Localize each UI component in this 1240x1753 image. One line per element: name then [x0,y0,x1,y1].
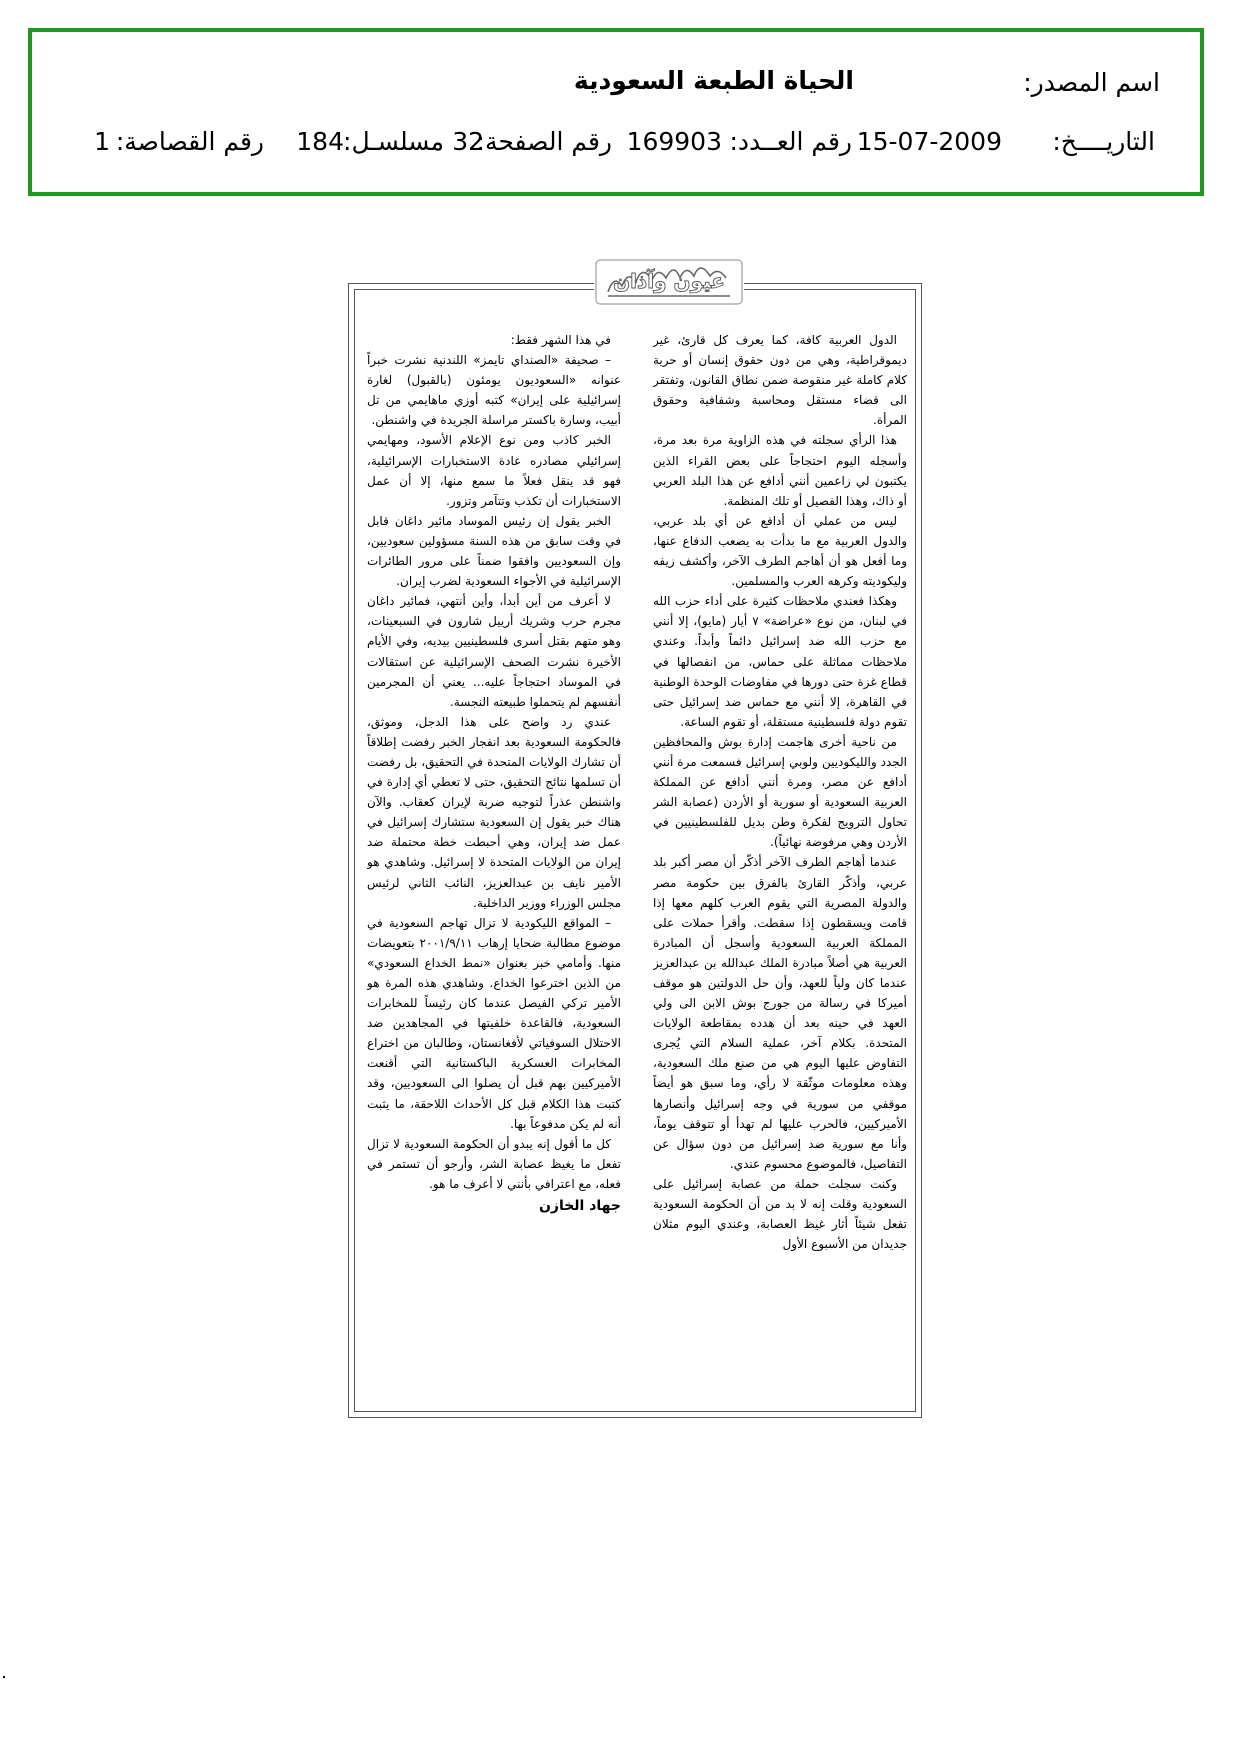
clipping-metadata-box [28,28,1204,196]
paragraph: عندي رد واضح على هذا الدجل، وموثق، فالحكومة السعودية بعد انفجار الخبر رفضت إطلاقاً أن تشارك الولايات المتحدة في التحقيق، بل رفضت أن تسلمها نتائج التحقيق، حتى لا تعطي أي إدارة في واشنطن عذراً لتوجيه ضربة لإيران كعقاب. والآن هناك خبر يقول إن السعودية ستشارك إسرائيل في عمل ضد إيران، وهي أحبطت خطة محتملة ضد إيران من الولايات المتحدة لا إسرائيل. وشاهدي هو الأمير نايف بن عبدالعزيز، النائب الثاني لرئيس مجلس الوزراء ووزير الداخلية. [367,714,621,910]
serial-value: 184 [296,127,344,156]
page-label: رقم الصفحة: [476,127,612,156]
issue-label: رقم العــدد: [729,127,852,156]
scan-speck [3,1676,5,1678]
paragraph: – المواقع الليكودية لا تزال تهاجم السعودية في موضوع مطالبة ضحايا إرهاب ٢٠٠١/٩/١١ بتعويضات منها. وأمامي خبر بعنوان «نمط الخداع السعودي» من الذين اخترعوا الخداع. وشاهدي هذه المرة هو الأمير تركي الفيصل عندما كان رئيساً للمخابرات السعودية، فالقاعدة خلفيتها في المجاهدين ضد الاحتلال السوفياتي لأفغانستان، وطالبان من اختراع المخابرات العسكرية الباكستانية التي أقنعت الأميركيين بهم قبل أن يصلوا الى السعوديين، وقد كتبت هذا الكلام قبل كل الأحداث اللاحقة، ما يثبت أنه لم يكن مدفوعاً بها. [367,915,621,1131]
paragraph: لا أعرف من أين أبدأ، وأين أنتهي، فمائير داغان مجرم حرب وشريك أرييل شارون في السبعينات، وهو متهم بقتل أسرى فلسطينيين بيديه، وفي الأيام الأخيرة نشرت الصحف الإسرائيلية عن استقالات في الموساد احتجاجاً عليه... يعني أن المجرمين أنفسهم لم يتحملوا طبيعته النجسة. [367,594,621,709]
paragraph: كل ما أقول إنه يبدو أن الحكومة السعودية لا تزال تفعل ما يغيظ عصابة الشر، وأرجو أن تستمر في فعله، مع اعترافي بأنني لا أعرف ما هو. [367,1136,621,1191]
clip-value: 1 [94,127,110,156]
column-masthead-logo [594,256,744,308]
paragraph: من ناحية أخرى هاجمت إدارة بوش والمحافظين الجدد والليكوديين ولوبي إسرائيل فسمعت مرة أنني أدافع عن مصر، ومرة أنني أدافع عن المملكة العربية السعودية أو سورية أو الأردن (عصابة الشر تحاول الترويج لفكرة وطن بديل للفلسطينيين في الأردن وهي مرفوضة نهائياً). [653,734,907,850]
source-label: اسم المصدر: [1023,68,1160,97]
paragraph: في هذا الشهر فقط: [510,333,611,347]
masthead-logo-icon [594,256,744,308]
paragraph: الخبر كاذب ومن نوع الإعلام الأسود، ومهايمي إسرائيلي مصادره عادة الاستخبارات الإسرائيلية، فهو قد ينقل فعلاً ما سمع منها، إلا أن عمل الاستخبارات أن تكذب وتتآمر وتزور. [367,433,621,508]
paragraph: وكنت سجلت حملة من عصابة إسرائيل على السعودية وقلت إنه لا بد من أن الحكومة السعودية تفعل شيئاً أثار غيظ العصابة، وعندي اليوم مثلان جديدان من الأسبوع الأول [653,1176,907,1252]
article-column-left [367,330,621,1405]
paragraph: هذا الرأي سجلته في هذه الزاوية مرة بعد مرة، وأسجله اليوم احتجاجاً على بعض القراء الذين يكتبون لي زاعمين أنني أدافع عن هذا البلد العربي أو ذاك، وهذا الفصيل أو تلك المنظمة. [653,433,907,508]
paragraph: الدول العربية كافة، كما يعرف كل قارئ، غير ديموقراطية، وهي من دون حقوق إنسان أو حرية كلام كاملة غير منقوصة ضمن نطاق القانون، وتفتقر الى قضاء مستقل ومحاسبة وشفافية وحقوق المرأة. [653,333,907,428]
page-value: 32 [452,127,484,156]
clip-label: رقم القصاصة: [115,127,264,156]
serial-label: مسلسـل: [343,127,444,156]
date-value: 15-07-2009 [856,127,1002,156]
paragraph: ليس من عملي أن أدافع عن أي بلد عربي، والدول العربية مع ما بدأت به يصعب الدفاع عنها، وما أفعل هو أن أهاجم الطرف الآخر، وأكشف زيفه وليكوديته وكرهه العرب والمسلمين. [653,513,907,589]
paragraph: عندما أهاجم الطرف الآخر أذكّر أن مصر أكبر بلد عربي، وأذكّر القارئ بالفرق بين حكومة مصر والدولة المصرية التي يقوم العرب كلهم معها إذا قامت ويسقطون إذا سقطت. وأقرأ حملات على المملكة العربية السعودية وأسجل أن المبادرة العربية هي أصلاً مبادرة الملك عبدالله بن عبدالعزيز عندما كان ولياً للعهد، وأن حل الدولتين هو موقف أميركا في رسالة من جورج بوش الابن الى ولي العهد في حينه بعد أن هدده بمقاطعة الولايات المتحدة. بكلام آخر، عملية السلام التي يُجرى التفاوض عليها اليوم هي من صنع ملك السعودية، وهذه معلومات موثّقة لا رأي، وما سبق هو أيضاً موقفي من سورية في وجه إسرائيل وأنصارها الأميركيين، فالحرب عليها لم تهدأ أو تتوقف يوماً، وأنا مع سورية ضد إسرائيل من دون سؤال عن التفاصيل، فالموضوع محسوم عندي. [653,855,907,1171]
author-byline: جهاد الخازن [538,1198,621,1215]
issue-value: 169903 [626,127,722,156]
paragraph: الخبر يقول إن رئيس الموساد مائير داغان قابل في وقت سابق من هذه السنة مسؤولين سعوديين، وإن السعوديين وافقوا ضمناً على مرور الطائرات الإسرائيلية في الأجواء السعودية لضرب إيران. [367,513,621,589]
article-column-right [653,330,907,1405]
source-value: الحياة الطبعة السعودية [573,66,854,95]
paragraph: وهكذا فعندي ملاحظات كثيرة على أداء حزب الله في لبنان، من نوع «عراضة» ٧ أيار (مايو)، إلا أنني مع حزب الله ضد إسرائيل دائماً وأبداً. وعندي ملاحظات مماثلة على حماس، من انفصالها في قطاع غزة حتى دورها في مفاوضات الوحدة الوطنية في القاهرة، إلا أنني مع حماس ضد إسرائيل حتى تقوم دولة فلسطينية مستقلة، أو تقوم الساعة. [653,594,907,729]
paragraph: – صحيفة «الصنداي تايمز» اللندنية نشرت خبراً عنوانه «السعوديون يومئون (بالقبول) لغارة إسرائيلية على إيران» كتبه أوزي ماهايمي من تل أبيب، وسارة باكستر مراسلة الجريدة في واشنطن. [367,353,621,428]
date-label: التاريــــخ: [1052,127,1155,156]
article-clipping [348,269,922,1418]
svg-text:عيون وآذان: عيون وآذان [613,269,725,293]
